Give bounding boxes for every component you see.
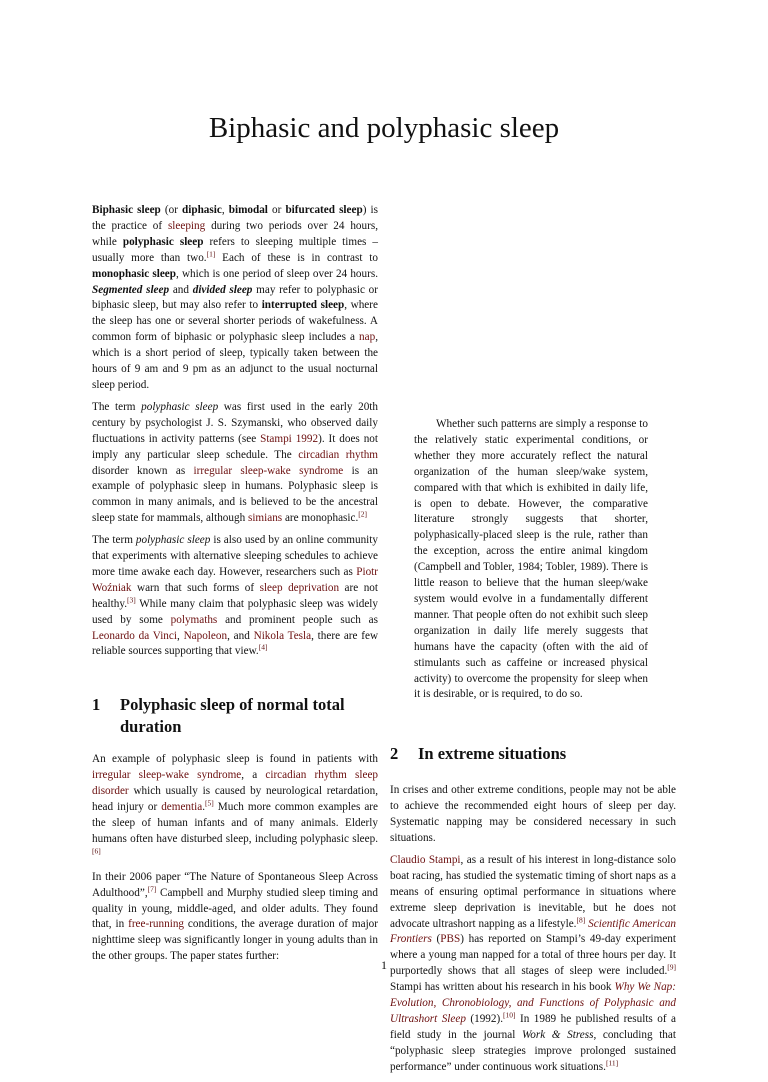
text: , concluding that “polyphasic sleep strategies improve prolonged sustained performance” under continuous work situations. <box>390 1028 676 1073</box>
page-title: Biphasic and polyphasic sleep <box>208 112 560 144</box>
text: , which is one period of sleep over 24 hours. <box>176 267 378 280</box>
text: during two periods over 24 hours, while <box>92 219 378 248</box>
term-diphasic: diphasic <box>182 204 222 216</box>
column-flow-spacer <box>390 203 676 417</box>
section-title: In extreme situations <box>418 744 567 764</box>
block-quote: Whether such patterns are simply a response to the relatively static experimental conditions, or whether they more accurately reflect the natural organization of the human sleep/wake system, compared with that which is exhibited in daily life, is open to debate. However, the comparative literature strongly suggests that shorter, polyphasically-placed sleep is the rule, rather than the exception, across the entire animal kingdom (Campbell and Tobler, 1984; Tobler, 1989). There is little reason to believe that the human sleep/wake system would evolve in a fundamentally different manner. That people often do not exhibit such sleep organization in daily life merely suggests that humans have the capacity (often with the aid of stimulants such as caffeine or increased physical activity) to overcome the propensity for sleep when it is desirable, or is required, to do so. <box>414 418 648 701</box>
section-title: Polyphasic sleep of normal total duration <box>120 695 345 737</box>
text: , a <box>241 769 266 782</box>
citation-9[interactable]: [9] <box>667 962 676 972</box>
text: In 1989 he published results of a field study in the journal <box>390 1013 676 1041</box>
text: ) has reported on Stampi’s 49-day experiment where a young man napped for a total of three hours per day. It purportedly shows that all stages of sleep were included. <box>390 933 676 978</box>
text: and <box>169 283 193 296</box>
citation-6[interactable]: [6] <box>92 846 101 856</box>
text: conditions, the average duration of major nighttime sleep was significantly longer in young adults than in the other groups. The paper states further: <box>92 918 378 963</box>
term-polyphasic: polyphasic sleep <box>122 235 204 248</box>
text: which usually is caused by neurological retardation, head injury or <box>92 785 378 814</box>
link-polymaths[interactable]: polymaths <box>170 613 218 626</box>
term-bifurcated: bifurcated sleep <box>285 204 363 216</box>
link-leonardo[interactable]: Leonardo da Vinci <box>92 629 177 642</box>
text: The term <box>92 400 142 413</box>
term-divided: divided sleep <box>192 283 253 296</box>
link-circadian-rhythm[interactable]: circadian rhythm <box>298 448 379 461</box>
citation-1[interactable]: [1] <box>206 248 216 258</box>
link-free-running[interactable]: free-running <box>128 918 185 931</box>
text: Stampi has written about his research in his book <box>390 981 615 994</box>
citation-10[interactable]: [10] <box>503 1010 516 1020</box>
left-column <box>92 203 378 971</box>
citation-2[interactable]: [2] <box>358 509 368 519</box>
text: Much more common examples are the sleep of human infants and of many animals. Elderly humans often have disturbed sleep, including polyphasic sleep. <box>92 801 378 845</box>
text: In their 2006 paper “The Nature of Spontaneous Sleep Across Adulthood”, <box>92 870 378 899</box>
text: refers to sleeping multiple times – usually more than two. <box>92 235 378 264</box>
page-number: 1 <box>381 958 387 972</box>
link-circadian-rhythm-disorder[interactable]: circadian rhythm sleep disorder <box>92 769 378 798</box>
citation-3[interactable]: [3] <box>127 595 136 605</box>
text: (1992). <box>465 1013 504 1025</box>
text: ( <box>431 933 441 946</box>
section-1-heading <box>92 694 378 738</box>
text: are monophasic. <box>282 512 359 525</box>
link-claudio-stampi[interactable]: Claudio Stampi <box>390 853 461 866</box>
section2-paragraph-1: In crises and other extreme conditions, people may not be able to achieve the recommended eight hours of sleep per day. Systematic napping may be considered necessary in such situations. <box>390 784 676 845</box>
text: , <box>221 204 229 216</box>
link-piotr-wozniak[interactable]: Piotr Woźniak <box>92 565 378 594</box>
text: An example of polyphasic sleep is found in patients with <box>92 753 378 766</box>
text: may refer to polyphasic or biphasic sleep, but may also refer to <box>92 283 378 312</box>
term-interrupted: interrupted sleep <box>261 299 345 312</box>
text: , there are few reliable sources supporting that view. <box>92 629 379 658</box>
term-biphasic: Biphasic sleep <box>92 204 161 216</box>
link-irregular-sleep-wake[interactable]: irregular sleep-wake syndrome <box>193 464 344 477</box>
citation-7[interactable]: [7] <box>147 883 157 893</box>
intro-paragraph-1 <box>92 203 378 394</box>
text: ) is the practice of <box>92 204 378 232</box>
section-number: 2 <box>390 744 399 764</box>
text: was first used in the early 20th century by psychologist J. S. Szymanski, who observed daily fluctuations in activity patterns (see <box>92 400 379 445</box>
text: While many claim that polyphasic sleep was widely used by some <box>92 597 378 626</box>
text: (or <box>160 204 183 216</box>
text: and prominent people such as <box>217 613 378 626</box>
section-number: 1 <box>92 695 101 715</box>
intro-paragraph-3 <box>92 533 378 660</box>
text: . <box>202 801 206 814</box>
link-napoleon[interactable]: Napoleon <box>183 629 228 642</box>
text: ). It does not imply any particular sleep schedule. The <box>92 432 379 461</box>
term-italic: polyphasic sleep <box>141 400 219 413</box>
text: Campbell and Murphy studied sleep timing and quality in young, middle-aged, and older adults. They found that, in <box>92 886 378 931</box>
section-2-heading <box>390 743 676 765</box>
section1-paragraph-2 <box>92 870 378 965</box>
text: is also used by an online community that experiments with alternative sleeping schedules to achieve more time awake each day. However, researchers such as <box>92 534 378 578</box>
link-nap[interactable]: nap <box>359 331 376 344</box>
text: , where the sleep has one or several shorter periods of wakefulness. A common form of biphasic or polyphasic sleep includes a <box>92 299 378 344</box>
text: is an example of polyphasic sleep in humans. Polyphasic sleep is common in many animals, and is believed to be the ancestral sleep state for mammals, although <box>92 464 378 525</box>
text: or <box>267 204 286 216</box>
link-nikola-tesla[interactable]: Nikola Tesla <box>253 629 312 642</box>
citation-8[interactable]: [8] <box>576 914 586 924</box>
citation-11[interactable]: [11] <box>605 1057 619 1067</box>
text: The term <box>92 534 136 547</box>
link-stampi-1992[interactable]: Stampi 1992 <box>260 432 319 445</box>
term-italic: polyphasic sleep <box>135 534 211 547</box>
text: , as a result of his interest in long-distance solo boat racing, has studied the systematic timing of short naps as a means of ensuring optimal performance in situations where extreme sleep deprivation is inevitable, but he does not advocate ultrashort napping as a lifestyle. <box>390 853 676 930</box>
text: warn that such forms of <box>131 581 260 594</box>
section1-paragraph-1 <box>92 752 378 863</box>
term-segmented: Segmented sleep <box>92 283 170 296</box>
link-scientific-american-frontiers[interactable]: Scientific American Frontiers <box>390 917 677 946</box>
link-why-we-nap[interactable]: Why We Nap: Evolution, Chronobiology, and Functions of Polyphasic and Ultrashort Sleep <box>390 981 677 1025</box>
term-monophasic: monophasic sleep <box>92 267 176 280</box>
right-column <box>390 203 676 1082</box>
text: Each of these is in contrast to <box>215 251 378 264</box>
text: , which is a short period of sleep, typically taken between the hours of 9 am and 9 pm as an adjunct to the usual nocturnal sleep period. <box>92 331 378 391</box>
text: , and <box>227 629 254 642</box>
journal-name: Work & Stress <box>521 1028 594 1041</box>
citation-5[interactable]: [5] <box>205 798 214 808</box>
link-sleeping[interactable]: sleeping <box>167 219 206 232</box>
text: disorder known as <box>92 464 194 477</box>
link-pbs[interactable]: PBS <box>440 933 461 946</box>
link-dementia[interactable]: dementia <box>161 801 203 814</box>
text: are not healthy. <box>92 581 379 610</box>
link-sleep-deprivation[interactable]: sleep deprivation <box>259 581 340 594</box>
link-irregular-sleep-wake[interactable]: irregular sleep-wake syndrome <box>92 769 242 782</box>
link-simians[interactable]: simians <box>247 512 283 525</box>
citation-4[interactable]: [4] <box>258 642 268 652</box>
term-bimodal: bimodal <box>228 204 268 216</box>
text: , <box>176 629 184 642</box>
intro-paragraph-2 <box>92 400 378 527</box>
